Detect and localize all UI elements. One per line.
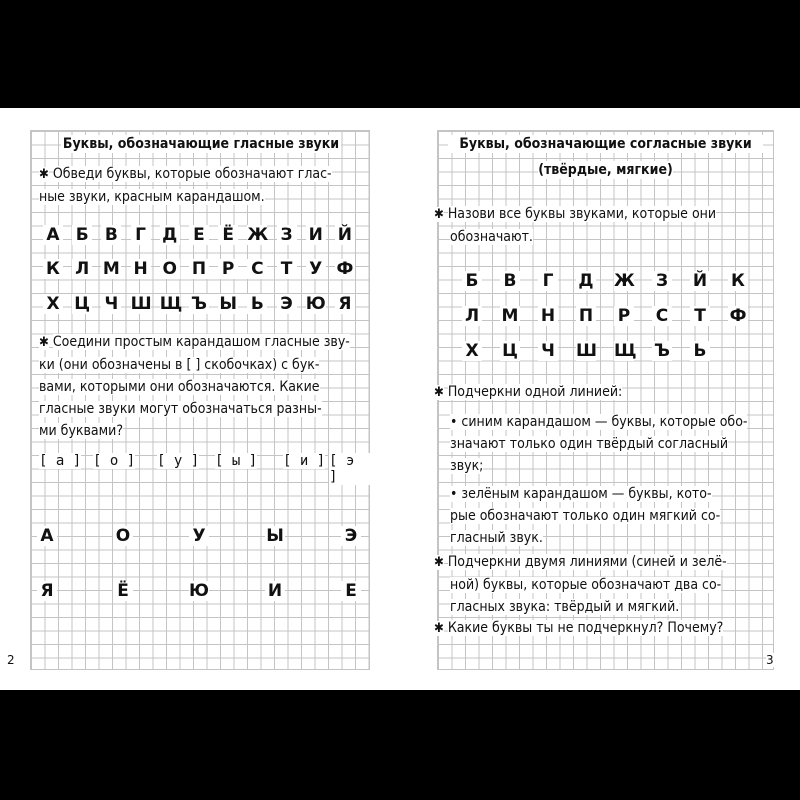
- letter: К: [728, 271, 748, 291]
- letter: О: [160, 259, 180, 279]
- vowel-row: [37, 526, 361, 546]
- letter: Д: [160, 225, 180, 245]
- letter: Щ: [614, 341, 637, 361]
- book-spread: [0, 108, 800, 690]
- letter: Ю: [305, 294, 326, 314]
- alphabet-row: [43, 259, 355, 279]
- letter: Ц: [72, 294, 92, 314]
- letter: Ц: [500, 341, 520, 361]
- letter: З: [277, 225, 297, 245]
- letter: С: [247, 259, 267, 279]
- letter: Ь: [247, 294, 267, 314]
- letter: Р: [218, 259, 238, 279]
- letter: А: [37, 526, 57, 546]
- letter: З: [652, 271, 672, 291]
- letter: Й: [335, 225, 355, 245]
- asterisk-icon: ✱: [434, 385, 444, 400]
- letter: Ё: [218, 225, 238, 245]
- sound: [ ы ]: [215, 453, 258, 469]
- task-name-letters: ✱ Назови все буквы звуками, которые они обозначают.: [434, 206, 717, 245]
- letter: Ж: [614, 271, 635, 291]
- letter: Ш: [576, 341, 598, 361]
- letter: Ж: [247, 225, 269, 245]
- letter: Н: [538, 306, 558, 326]
- page-title: Буквы, обозначающие согласные звуки: [448, 135, 763, 153]
- alphabet-row: [43, 225, 355, 245]
- letter: В: [101, 225, 121, 245]
- letter: Л: [462, 306, 482, 326]
- consonant-row: [462, 271, 748, 291]
- page-title: Буквы, обозначающие гласные звуки: [62, 136, 340, 152]
- letter: Ы: [266, 526, 284, 546]
- letter: Ф: [336, 259, 354, 279]
- task-question: ✱ Какие буквы ты не подчеркнул? Почему?: [434, 620, 724, 636]
- letter: П: [189, 259, 209, 279]
- asterisk-icon: ✱: [39, 167, 49, 182]
- sound-row: [31, 453, 371, 485]
- letter: Ф: [729, 306, 747, 326]
- letter: Е: [341, 581, 361, 601]
- letter: Ч: [101, 294, 121, 314]
- letter: Б: [72, 225, 92, 245]
- letter: Г: [131, 225, 151, 245]
- vowel-row: [37, 581, 361, 601]
- letter: Й: [690, 271, 710, 291]
- sound: [ э ]: [329, 453, 371, 485]
- right-page: [434, 130, 774, 670]
- task-underline-two: ✱ Подчеркни двумя линиями (синей и зелё- ной) буквы, которые обозначают два со- гласных звука: твёрдый и мягкий.: [434, 554, 727, 615]
- letter: С: [652, 306, 672, 326]
- bullet-green: • зелёным карандашом — буквы, кото- рые обозначают только один мягкий со- гласный звук.: [450, 486, 721, 546]
- sound: [ а ]: [39, 453, 82, 469]
- letter: В: [500, 271, 520, 291]
- letter: О: [113, 526, 133, 546]
- bullet-blue: • синим карандашом — буквы, которые обо- значают только один твёрдый согласный звук;: [450, 414, 748, 474]
- left-page: [7, 130, 370, 670]
- letter: Л: [72, 259, 92, 279]
- page-number: 3: [766, 653, 774, 667]
- page-number: 2: [7, 653, 15, 667]
- asterisk-icon: ✱: [434, 207, 444, 222]
- task-vowels-circle: ✱ Обведи буквы, которые обозначают глас- ные звуки, красным карандашом.: [39, 166, 332, 205]
- letter: Х: [462, 341, 482, 361]
- letter: Х: [43, 294, 63, 314]
- letter: Ю: [189, 581, 209, 601]
- letter: Щ: [159, 294, 183, 314]
- letter: А: [43, 225, 63, 245]
- letter: М: [501, 306, 519, 326]
- letter: Ё: [113, 581, 133, 601]
- letter: Ъ: [189, 294, 209, 314]
- sound: [ и ]: [283, 453, 326, 469]
- letter: У: [189, 526, 209, 546]
- consonant-row: [462, 306, 748, 326]
- letter: М: [102, 259, 120, 279]
- task-underline-one: ✱ Подчеркни одной линией:: [434, 384, 623, 400]
- alphabet-row: [43, 294, 355, 314]
- letter: Ь: [690, 341, 710, 361]
- asterisk-icon: ✱: [39, 335, 49, 350]
- letter: Б: [462, 271, 482, 291]
- sound: [ у ]: [157, 453, 200, 469]
- letter: Н: [131, 259, 151, 279]
- letter: Я: [335, 294, 355, 314]
- letter: Ч: [538, 341, 558, 361]
- page-subtitle: (твёрдые, мягкие): [538, 162, 673, 178]
- letter: И: [265, 581, 285, 601]
- letter: Ъ: [652, 341, 672, 361]
- letter: Г: [538, 271, 558, 291]
- letter: У: [306, 259, 326, 279]
- letter: Т: [690, 306, 710, 326]
- letter: Т: [277, 259, 297, 279]
- letter: И: [306, 225, 326, 245]
- letter: Э: [341, 526, 361, 546]
- letter: Ш: [130, 294, 152, 314]
- consonant-row: [462, 341, 710, 361]
- letter: П: [576, 306, 596, 326]
- letter: К: [43, 259, 63, 279]
- sound: [ о ]: [93, 453, 136, 469]
- asterisk-icon: ✱: [434, 621, 444, 636]
- letter: Я: [37, 581, 57, 601]
- asterisk-icon: ✱: [434, 555, 444, 570]
- letter: Ы: [219, 294, 237, 314]
- task-connect-sounds: ✱ Соедини простым карандашом гласные зву- ки (они обозначены в [ ] скобочках) с бук- вами, которыми они обозначаются. Какие гласные звуки могут обозначаться разны- ми буквами?: [39, 334, 350, 439]
- letter: Д: [576, 271, 596, 291]
- letter: Р: [614, 306, 634, 326]
- letter: Э: [277, 294, 297, 314]
- letter: Е: [189, 225, 209, 245]
